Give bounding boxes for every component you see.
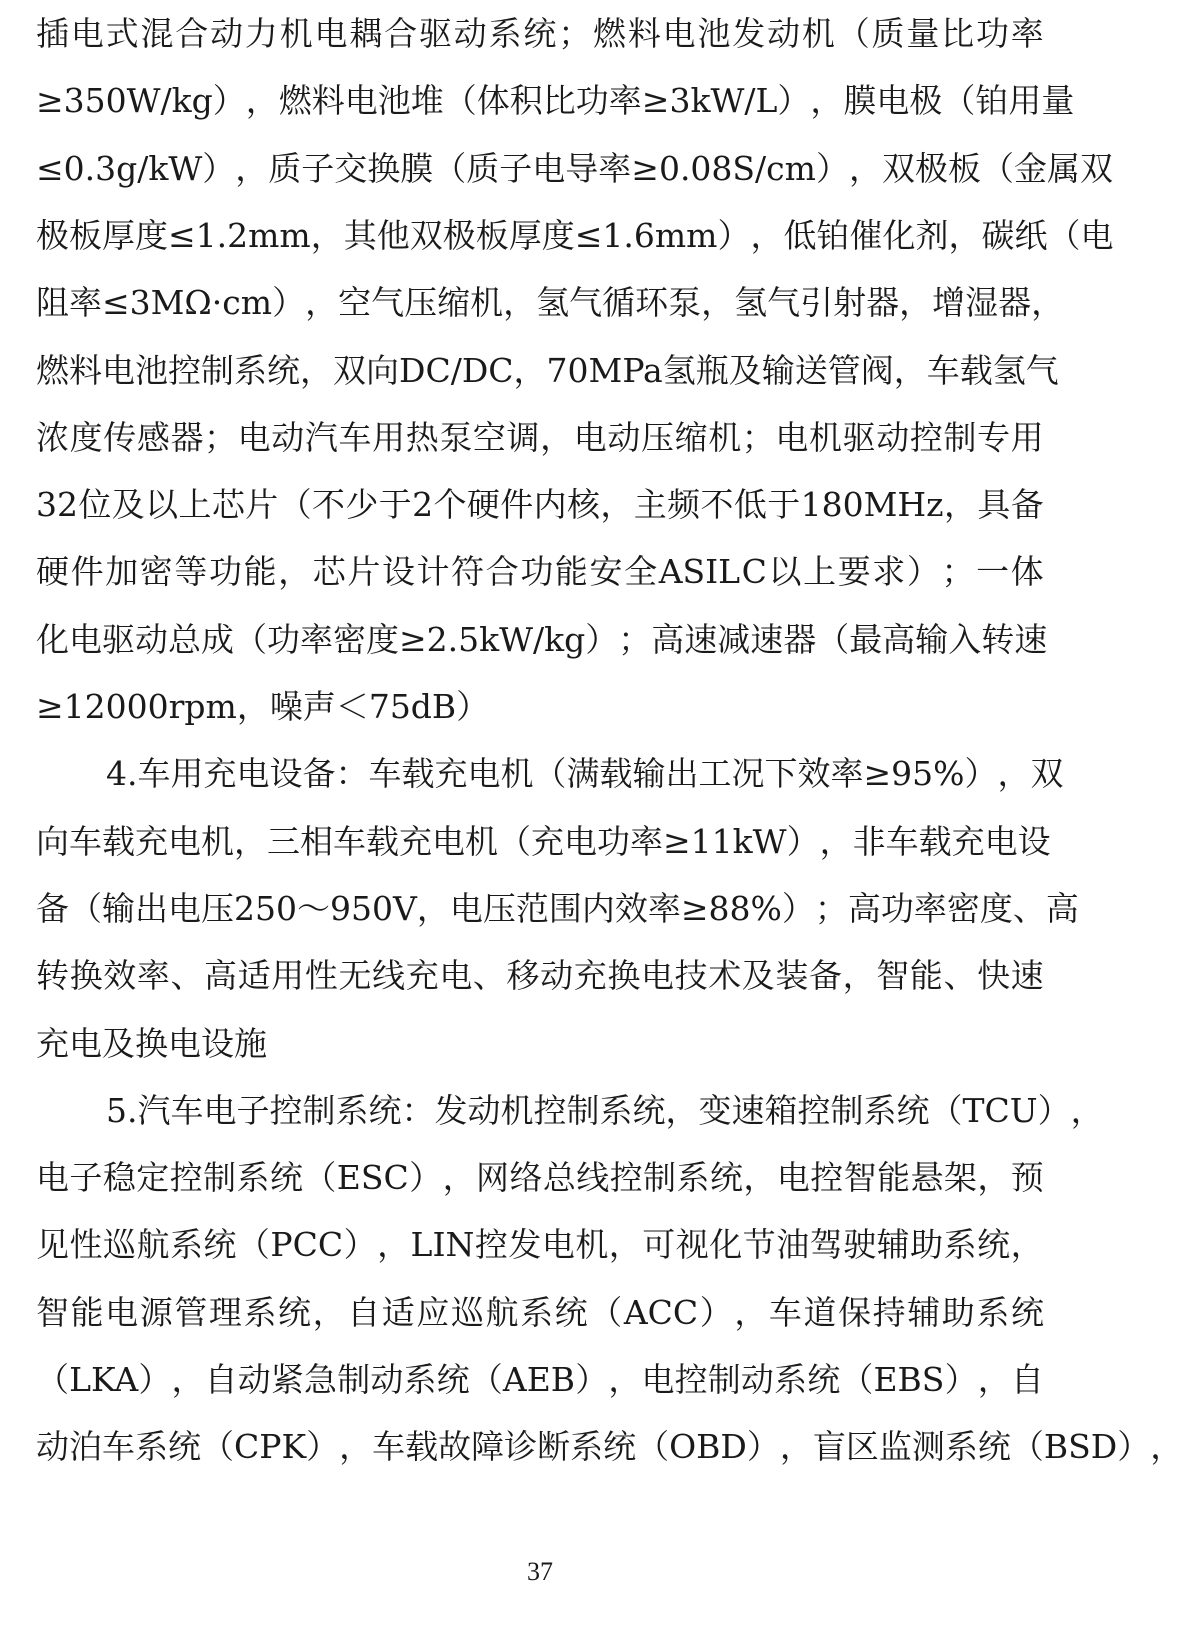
- text-line: 动 泊 车 系 统 （ CPK ） ， 车 载 故 障 诊 断 系 统 （ OBD ） ， 盲 区 监 测 系 统 （ BSD ） ，: [36, 1427, 1183, 1467]
- text-line: 插 电 式 混 合 动 力 机 电 耦 合 驱 动 系 统 ； 燃 料 电 池 发 动 机 （ 质 量 比 功 率: [36, 14, 1044, 53]
- text-line: 燃 料 电 池 控 制 系 统 ， 双 向 DC/DC ， 70MPa 氢 瓶 及 输 送 管 阀 ， 车 载 氢 气: [36, 350, 1059, 390]
- text-line: （ LKA ） ， 自 动 紧 急 制 动 系 统 （ AEB ） ， 电 控 制 动 系 统 （ EBS ） ， 自: [36, 1360, 1044, 1399]
- text-line: ≥350W/kg ） ， 燃 料 电 池 堆 （ 体 积 比 功 率 ≥3kW/L ） ， 膜 电 极 （ 铂 用 量: [36, 81, 1075, 121]
- page-number: 37: [527, 1557, 553, 1586]
- text-line: 见 性 巡 航 系 统 （ PCC ） ， LIN 控 发 电 机 ， 可 视 化 节 油 驾 驶 辅 助 系 统 ，: [36, 1225, 1044, 1265]
- text-line: 电 子 稳 定 控 制 系 统 （ ESC ） ， 网 络 总 线 控 制 系 统 ， 电 控 智 能 悬 架 ， 预: [36, 1158, 1044, 1198]
- text-line: 向 车 载 充 电 机 ， 三 相 车 载 充 电 机 （ 充 电 功 率 ≥11kW ） ， 非 车 载 充 电 设: [36, 821, 1051, 861]
- text-line: ≤0.3g/kW ） ， 质 子 交 换 膜 （ 质 子 电 导 率 ≥0.08S/cm ） ， 双 极 板 （ 金 属 双: [36, 148, 1113, 188]
- text-line: 智 能 电 源 管 理 系 统 ， 自 适 应 巡 航 系 统 （ ACC ） ， 车 道 保 持 辅 助 系 统: [36, 1292, 1044, 1332]
- text-line: 阻 率 ≤3MΩ·cm ） ， 空 气 压 缩 机 ， 氢 气 循 环 泵 ， 氢 气 引 射 器 ， 增 湿 器 ，: [36, 283, 1065, 323]
- paragraph-first-line: 4. 车 用 充 电 设 备 ： 车 载 充 电 机 （ 满 载 输 出 工 况 下 效 率 ≥95% ） ， 双: [106, 754, 1064, 794]
- text-line: 极 板 厚 度 ≤1.2mm ， 其 他 双 极 板 厚 度 ≤1.6mm ） ， 低 铂 催 化 剂 ， 碳 纸 （ 电: [36, 215, 1114, 255]
- text-line: 充电及换电设施: [36, 1023, 267, 1063]
- text-line: 化 电 驱 动 总 成 （ 功 率 密 度 ≥2.5kW/kg ） ； 高 速 减 速 器 （ 最 高 输 入 转 速: [36, 619, 1048, 659]
- text-line: 浓 度 传 感 器 ； 电 动 汽 车 用 热 泵 空 调 ， 电 动 压 缩 机 ； 电 机 驱 动 控 制 专 用: [36, 417, 1044, 457]
- text-line: 备 （ 输 出 电 压 250～950V ， 电 压 范 围 内 效 率 ≥88% ） ； 高 功 率 密 度 、 高: [36, 888, 1079, 928]
- text-line: 转 换 效 率 、 高 适 用 性 无 线 充 电 、 移 动 充 换 电 技 术 及 装 备 ， 智 能 、 快 速: [36, 956, 1044, 996]
- text-line: ≥12000rpm，噪声＜75dB）: [36, 687, 490, 726]
- text-line: 硬 件 加 密 等 功 能 ， 芯 片 设 计 符 合 功 能 安 全 ASIL C 以 上 要 求 ） ； 一 体: [36, 552, 1044, 592]
- paragraph-first-line: 5. 汽 车 电 子 控 制 系 统 ： 发 动 机 控 制 系 统 ， 变 速 箱 控 制 系 统 （ TCU ） ，: [106, 1090, 1104, 1130]
- text-line: 32 位 及 以 上 芯 片 （ 不 少 于 2 个 硬 件 内 核 ， 主 频 不 低 于 180MHz ， 具 备: [36, 485, 1044, 525]
